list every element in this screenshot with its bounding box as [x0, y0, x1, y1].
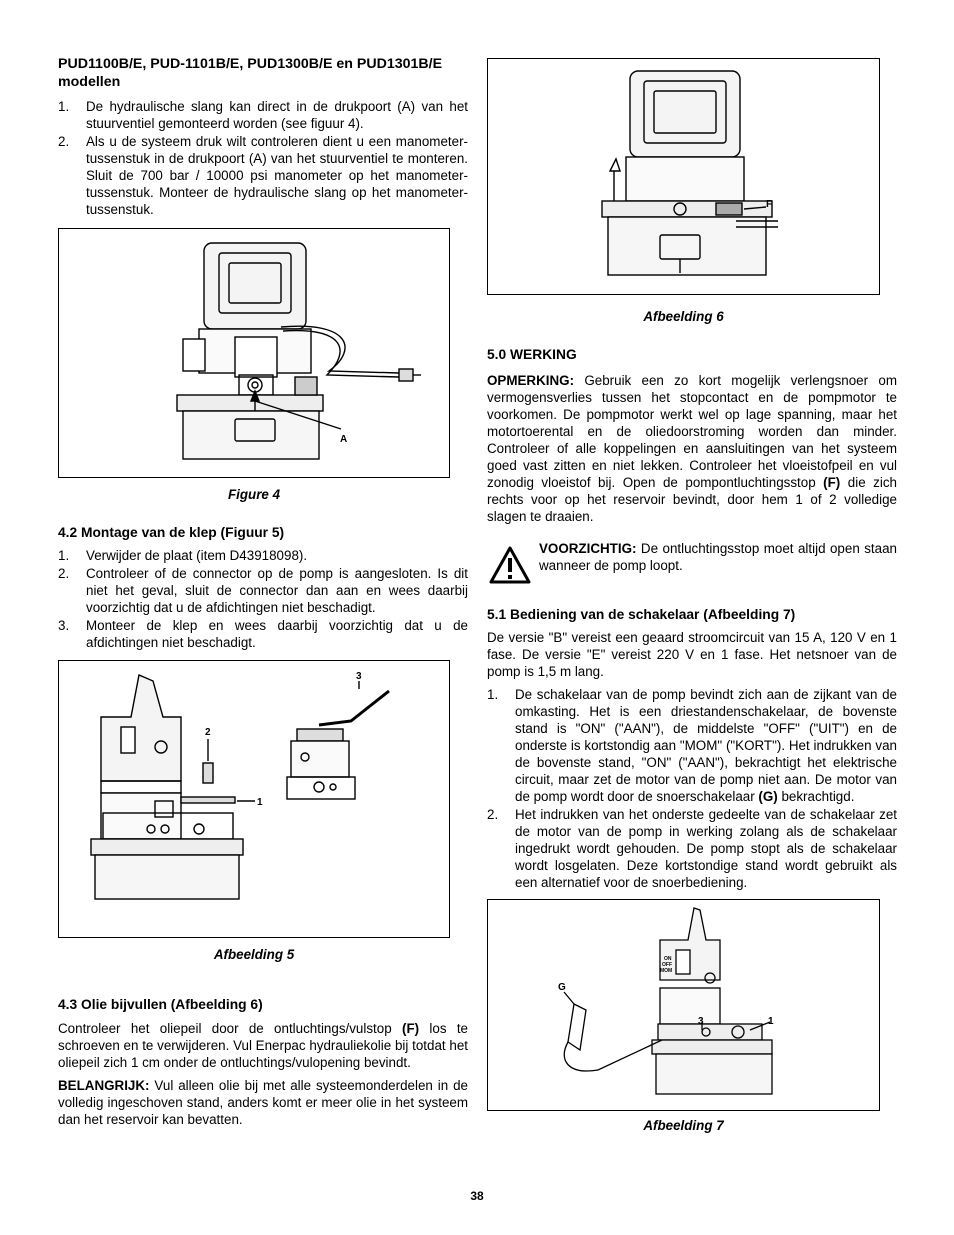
pump-illustration-fig7 — [488, 900, 879, 1110]
list-item: 1. De hydraulische slang kan direct in de drukpoort (A) van het stuurventiel gemonteerd worden (see figuur 4). — [58, 99, 468, 131]
figure-7-caption: Afbeelding 7 — [643, 1118, 724, 1133]
section-heading-5-0: 5.0 WERKING — [487, 347, 577, 362]
section-heading-4-2: 4.2 Montage van de klep (Figuur 5) — [58, 525, 285, 540]
version-paragraph: De versie "B" vereist een geaard stroomcircuit van 15 A, 120 V en 1 fase. De versie "E" vereist 220 V en 1 fase. Het netsnoer van de pomp is 1,5 m lang. — [487, 630, 897, 679]
figure-5-caption: Afbeelding 5 — [213, 947, 295, 962]
label-1: 1 — [768, 1016, 774, 1027]
list-item: 2. Het indrukken van het onderste gedeelte van de schakelaar zet de motor van de pomp in werking zolang als de schakelaar ingedrukt wordt gehouden. De pomp stopt als de schakelaar wordt losgelaten. Deze kortstondige stand wordt gebruikt als een alternatief voor de snoerbediening. — [487, 807, 897, 890]
label-3: 3 — [698, 1016, 704, 1027]
section-heading-models: PUD1100B/E, PUD-1101B/E, PUD1300B/E en PUD1301B/E modellen — [58, 56, 443, 90]
models-list — [58, 98, 468, 218]
left-column — [58, 55, 468, 1128]
section-heading-4-3: 4.3 Olie bijvullen (Afbeelding 6) — [58, 997, 263, 1012]
note-paragraph: OPMERKING: Gebruik een zo kort mogelijk verlengsnoer om vermogensverlies tussen het stopcontact en de pompmotor te voorkomen. De pompmotor werkt wel op lage spanning, maar het motortoerental en de oliedoorstroming worden dan minder. Controleer of alle koppelingen en aansluitingen van het systeem goed vast zitten en niet lekken. Controleer het vloeistofpeil en vul zonodig vloeistof bij. Open de pompontluchtingsstop (F) die zich rechts voor op het reservoir bevindt, door hem 1 of 2 volledige slagen te draaien. — [487, 373, 897, 524]
switch-label-on: ON — [664, 956, 672, 962]
label-f: F — [766, 199, 773, 210]
pump-illustration-fig6 — [488, 59, 879, 294]
label-2: 2 — [205, 727, 211, 738]
pump-illustration-fig4 — [59, 229, 449, 477]
list-item: 1. Verwijder de plaat (item D43918098). — [58, 548, 308, 563]
important-paragraph: BELANGRIJK: Vul alleen olie bij met alle systeemonderdelen in de volledig ingeschoven stand, anders komt er meer olie in het systeem dan het reservoir kan bevatten. — [58, 1078, 468, 1127]
warning-triangle-icon — [489, 546, 531, 584]
switch-list — [487, 686, 897, 891]
right-column — [487, 58, 897, 1134]
list-item: 3. Monteer de klep en wees daarbij voorzichtig dat u de afdichtingen niet beschadigt. — [58, 618, 468, 650]
list-item: 2. Als u de systeem druk wilt controleren dient u een manometer-tussenstuk in de drukpoort (A) van het stuurventiel te monteren. Sluit de 700 bar / 10000 psi manometer op het manometer-tussenstuk. Monteer de hydraulische slang op het manometer-tussenstuk. — [58, 134, 468, 217]
oil-fill-paragraph: Controleer het oliepeil door de ontluchtings/vulstop (F) los te schroeven en te verwijderen. Vul Enerpac hydrauliekolie bij totdat het oliepeil zich 1 cm onder de ontluchtings/vulopening bevindt. — [58, 1021, 468, 1070]
section-heading-5-1: 5.1 Bediening van de schakelaar (Afbeelding 7) — [487, 607, 796, 622]
switch-label-off: OFF — [662, 962, 672, 968]
list-item: 1. De schakelaar van de pomp bevindt zich aan de zijkant van de omkasting. Het is een driestandenschakelaar, de bovenste stand is "ON" ("AAN"), de middelste "OFF" ("UIT") en de onderste is kortstondig aan "MOM" ("KORT"). Het indrukken van de bovenste stand, "ON" ("AAN"), bekrachtigt het elektrische circuit, maar zet de motor van de pomp niet aan. De motor van de pomp wordt door de snoerschakelaar (G) bekrachtigd. — [487, 687, 897, 804]
figure-7 — [487, 899, 880, 1111]
label-a: A — [340, 434, 348, 445]
figure-4 — [58, 228, 450, 478]
page-number: 38 — [470, 1189, 484, 1203]
figure-4-caption: Figure 4 — [227, 487, 281, 502]
caution-paragraph: VOORZICHTIG: De ontluchtingsstop moet altijd open staan wanneer de pomp loopt. — [539, 541, 897, 573]
list-item: 2. Controleer of de connector op de pomp is aangesloten. Is dit niet het geval, sluit de connector dan aan en wees daarbij voorzichtig dat u de afdichtingen niet beschadigt. — [58, 566, 468, 615]
pump-illustration-fig5 — [59, 661, 449, 937]
label-3: 3 — [356, 671, 362, 682]
switch-label-mom: MOM — [660, 968, 673, 974]
figure-5 — [58, 660, 450, 938]
figure-6 — [487, 58, 880, 295]
valve-mounting-list — [58, 547, 468, 651]
label-g: G — [558, 982, 566, 993]
label-1: 1 — [257, 797, 263, 808]
caution-block — [487, 540, 897, 586]
figure-6-caption: Afbeelding 6 — [643, 309, 724, 324]
